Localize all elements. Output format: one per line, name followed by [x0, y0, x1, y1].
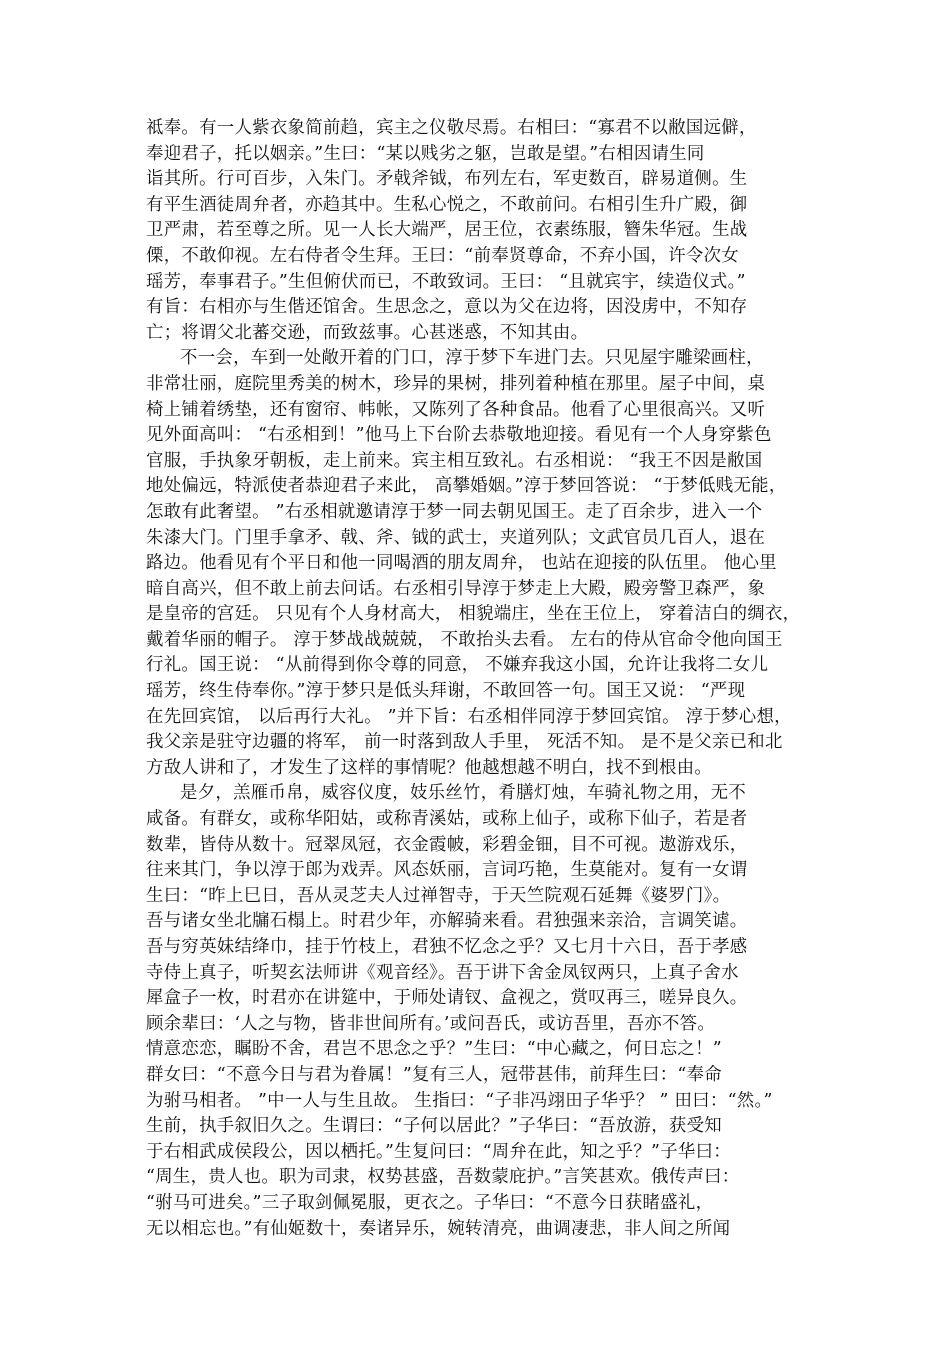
text-line: 戴着华丽的帽子。 淳于梦战战兢兢， 不敢抬头去看。 左右的侍从官命令他向国王	[146, 629, 783, 650]
text-line: 咸备。有群女，或称华阳姑，或称青溪姑，或称上仙子，或称下仙子，若是者	[146, 809, 748, 830]
text-line: 瑶芳，奉事君子。”生但俯伏而已，不敢致词。王曰： “且就宾宇，续造仪式。”	[146, 271, 746, 292]
paragraph-p1	[146, 116, 816, 346]
text-line: 祗奉。有一人紫衣象简前趋，宾主之仪敬尽焉。右相曰：“寡君不以敝国远僻，	[146, 118, 757, 138]
text-line: 寺侍上真子，听契玄法师讲《观音经》。吾于讲下舍金凤钗两只，上真子舍水	[146, 962, 739, 983]
text-line: 官服，手执象牙朝板，走上前来。宾主相互致礼。右丞相说： “我王不因是敝国	[146, 450, 763, 471]
text-line: 于右相武成侯段公，因以栖托。”生复问曰：“周弁在此，知之乎？”子华曰：	[146, 1141, 731, 1162]
text-line: 亡；将谓父北蕃交逊，而致兹事。心甚迷惑，不知其由。	[146, 322, 589, 343]
text-line: 地处偏远，特派使者恭迎君子来此， 高攀婚姻。”淳于梦回答说： “于梦低贱无能，	[146, 476, 787, 497]
text-line: 吾与穷英妹结绛巾，挂于竹枝上，君独不忆念之乎？又七月十六日，吾于孝感	[146, 937, 748, 957]
text-line: 情意恋恋，瞩盼不舍，君岂不思念之乎？”生曰：“中心藏之，何日忘之！”	[146, 1039, 722, 1060]
paragraph-p2	[146, 346, 816, 781]
text-line: 见外面高叫： “右丞相到！”他马上下台阶去恭敬地迎接。看见有一个人身穿紫色	[146, 425, 772, 446]
text-line: 路边。他看见有个平日和他一同喝酒的朋友周弁， 也站在迎接的队伍里。 他心里	[146, 553, 777, 574]
text-line: 朱漆大门。门里手拿矛、戟、斧、钺的武士，夹道列队；文武官员几百人，退在	[146, 527, 766, 548]
text-line: 无以相忘也。”有仙姬数十，奏诸异乐，婉转清亮，曲调凄悲，非人间之所闻	[146, 1218, 731, 1239]
text-line: 在先回宾馆， 以后再行大礼。 ”并下旨：右丞相伴同淳于梦回宾馆。 淳于梦心想，	[146, 706, 792, 727]
text-line: 非常壮丽，庭院里秀美的树木，珍异的果树，排列着种植在那里。屋子中间，桌	[146, 373, 766, 394]
text-line: 顾余辈曰：‘人之与物，皆非世间所有。’或问吾氏，或访吾里，吾亦不答。	[146, 1013, 716, 1034]
text-line: 方敌人讲和了，才发生了这样的事情呢？他越想越不明白，找不到根由。	[146, 757, 713, 778]
paragraph-p3	[146, 781, 816, 1242]
text-line: 有旨：右相亦与生偕还馆舍。生思念之，意以为父在边将，因没虏中，不知存	[146, 297, 748, 318]
text-line: 怎敢有此奢望。 ”右丞相就邀请淳于梦一同去朝见国王。走了百余步，进入一个	[146, 501, 763, 522]
text-line: 是皇帝的宫廷。 只见有个人身材高大， 相貌端庄，坐在王位上， 穿着洁白的绸衣，	[146, 604, 801, 625]
text-line: 生前，执手叙旧久之。生谓曰：“子何以居此？”子华曰：“吾放游，获受知	[146, 1116, 722, 1137]
text-line: 傈，不敢仰视。左右侍者令生拜。王曰：“前奉贤尊命，不弃小国，许令次女	[146, 245, 739, 266]
text-line: “驸马可进矣。”三子取剑佩冕服，更衣之。子华曰：“不意今日获睹盛礼，	[146, 1192, 714, 1213]
text-line: 暗自高兴，但不敢上前去问话。右丞相引导淳于梦走上大殿，殿旁警卫森严，象	[146, 578, 766, 599]
text-line: 奉迎君子，托以姻亲。”生曰：“某以贱劣之躯，岂敢是望。”右相因请生同	[146, 143, 705, 164]
text-line: 瑶芳，终生侍奉你。”淳于梦只是低头拜谢，不敢回答一句。国王又说： “严现	[146, 681, 746, 702]
text-line: 犀盒子一枚，时君亦在讲筵中，于师处请钗、盒视之，赏叹再三，嗟异良久。	[146, 988, 748, 1009]
text-line: 是夕，羔雁币帛，威容仪度，妓乐丝竹，肴膳灯烛，车骑礼物之用，无不	[180, 783, 747, 804]
text-line: 有平生酒徒周弁者，亦趋其中。生私心悦之，不敢前问。右相引生升广殿，御	[146, 194, 748, 215]
text-line: 数辈，皆侍从数十。冠翠凤冠，衣金霞帔，彩碧金钿，目不可视。遨游戏乐，	[146, 834, 748, 855]
text-line: 诣其所。行可百步，入朱门。矛戟斧钺，布列左右，军吏数百，辟易道侧。生	[146, 169, 748, 190]
text-line: 不一会，车到一处敞开着的门口，淳于梦下车进门去。只见屋宇雕梁画柱，	[180, 348, 764, 369]
text-line: “周生，贵人也。职为司隶，权势甚盛，吾数蒙庇护。”言笑甚欢。俄传声曰：	[146, 1167, 740, 1188]
text-line: 卫严肃，若至尊之所。见一人长大端严，居王位，衣素练服，簪朱华冠。生战	[146, 220, 748, 241]
text-line: 为驸马相者。 ”中一人与生且故。 生指曰：“子非冯翊田子华乎？ ” 田曰：“然。”	[146, 1090, 773, 1111]
text-line: 吾与诸女坐北牖石榻上。时君少年，亦解骑来看。君独强来亲洽，言调笑谑。	[146, 911, 748, 932]
text-line: 群女曰：“不意今日与君为眷属！”复有三人，冠带甚伟，前拜生曰：“奉命	[146, 1064, 722, 1085]
text-line: 我父亲是驻守边疆的将军， 前一时落到敌人手里， 死活不知。 是不是父亲已和北	[146, 732, 783, 753]
text-line: 往来其门，争以淳于郎为戏弄。风态妖丽，言词巧艳，生莫能对。复有一女谓	[146, 860, 748, 881]
text-line: 生曰：“昨上巳日，吾从灵芝夫人过禅智寺，于天竺院观石延舞《婆罗门》。	[146, 885, 731, 906]
text-line: 行礼。国王说： “从前得到你令尊的同意， 不嫌弃我这小国，允许让我将二女儿	[146, 655, 769, 676]
text-line: 椅上铺着绣垫，还有窗帘、帏帐，又陈列了各种食品。他看了心里很高兴。又听	[146, 399, 766, 420]
text-body	[146, 116, 816, 1242]
